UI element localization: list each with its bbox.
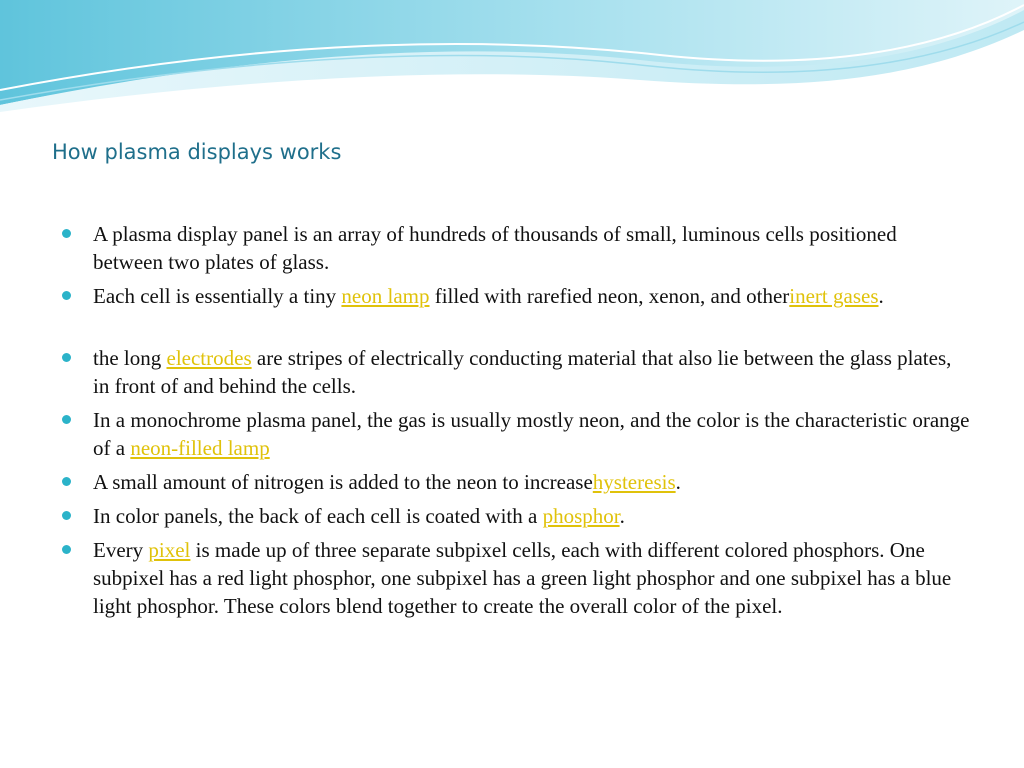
bullet-item: [60, 406, 970, 462]
bullet-item: [60, 536, 970, 620]
hyperlink[interactable]: hysteresis: [592, 470, 676, 494]
bullet-text: .: [675, 470, 681, 494]
bullet-item: [60, 344, 970, 400]
decorative-wave-header: [0, 0, 1024, 120]
bullet-text: A small amount of nitrogen is added to the neon to increase: [93, 470, 593, 494]
bullet-text: In color panels, the back of each cell is coated with a: [93, 504, 543, 528]
bullet-item: [60, 220, 970, 276]
bullet-dot-icon: [62, 229, 71, 238]
slide-title: How plasma displays works: [52, 140, 342, 164]
hyperlink[interactable]: electrodes: [166, 346, 252, 370]
bullet-item: [60, 502, 970, 530]
hyperlink[interactable]: neon lamp: [341, 284, 430, 308]
bullet-dot-icon: [62, 545, 71, 554]
hyperlink[interactable]: phosphor: [542, 504, 620, 528]
bullet-text: A plasma display panel is an array of hundreds of thousands of small, luminous cells positioned between two plates of glass.: [93, 222, 897, 274]
bullet-text: are stripes of electrically conducting material that also lie between the glass plates, in front of and behind the cells.: [93, 346, 952, 398]
hyperlink[interactable]: inert gases: [789, 284, 879, 308]
bullet-dot-icon: [62, 291, 71, 300]
bullet-dot-icon: [62, 511, 71, 520]
bullet-text: filled with rarefied neon, xenon, and other: [429, 284, 790, 308]
hyperlink[interactable]: pixel: [148, 538, 191, 562]
bullet-dot-icon: [62, 415, 71, 424]
bullet-item: [60, 282, 970, 310]
bullet-text: is made up of three separate subpixel cells, each with different colored phosphors. One subpixel has a red light phosphor, one subpixel has a green light phosphor and one subpixel has a blue light phosphor. These colors blend together to create the overall color of the pixel.: [93, 538, 952, 618]
bullet-item: [60, 468, 970, 496]
bullet-text: the long: [93, 346, 167, 370]
bullet-text: .: [878, 284, 884, 308]
bullet-dot-icon: [62, 477, 71, 486]
hyperlink[interactable]: neon-filled lamp: [130, 436, 270, 460]
bullet-text: In a monochrome plasma panel, the gas is usually mostly neon, and the color is the characteristic orange of a: [93, 408, 970, 460]
bullet-dot-icon: [62, 353, 71, 362]
bullet-text: Each cell is essentially a tiny: [93, 284, 342, 308]
bullet-text: Every: [93, 538, 149, 562]
bullet-text: .: [619, 504, 625, 528]
bullet-list: [60, 220, 970, 626]
